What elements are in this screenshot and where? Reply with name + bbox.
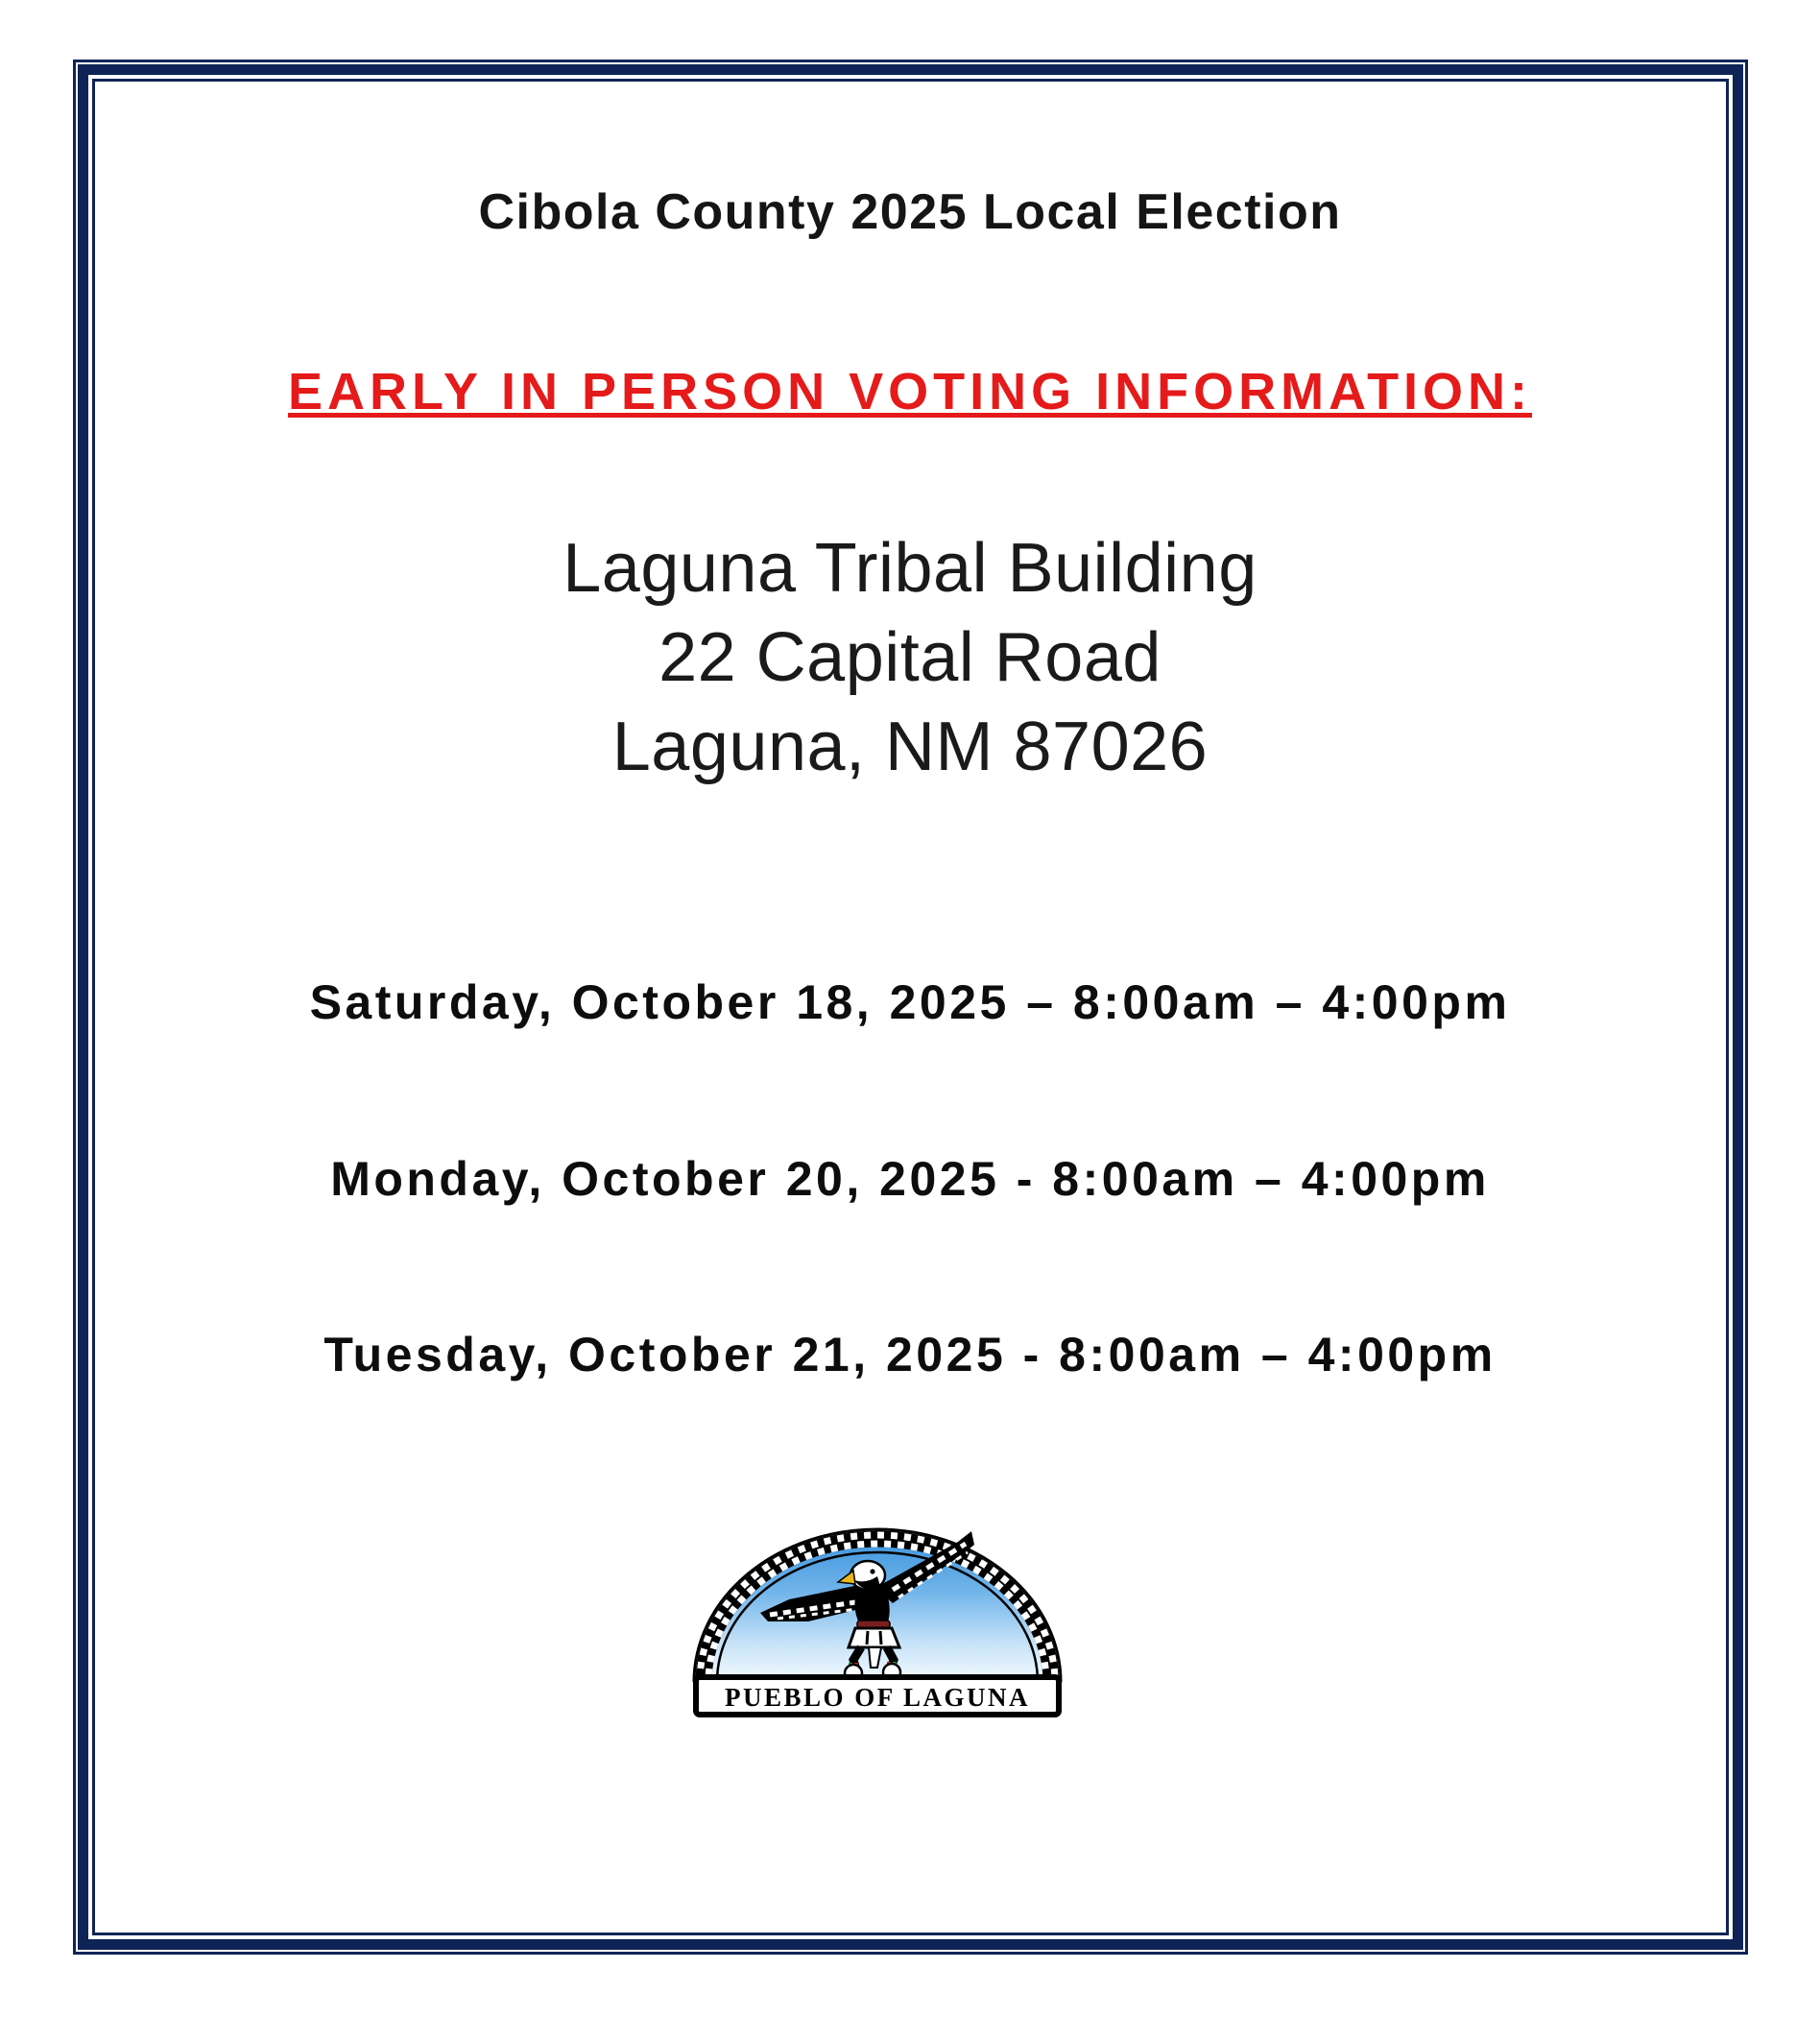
pueblo-of-laguna-logo-svg bbox=[689, 1526, 1066, 1718]
location-block bbox=[0, 524, 1820, 792]
early-voting-heading: EARLY IN PERSON VOTING INFORMATION: bbox=[287, 363, 1533, 420]
location-city-state-zip: Laguna, NM 87026 bbox=[611, 708, 1209, 785]
location-name: Laguna Tribal Building bbox=[563, 530, 1257, 607]
schedule-line-tuesday: Tuesday, October 21, 2025 - 8:00am – 4:00pm bbox=[323, 1328, 1497, 1381]
logo-banner bbox=[696, 1677, 1059, 1715]
location-street: 22 Capital Road bbox=[659, 619, 1161, 696]
logo-banner-text: PUEBLO OF LAGUNA bbox=[724, 1683, 1031, 1712]
schedule-line-monday: Monday, October 20, 2025 - 8:00am – 4:00pm bbox=[330, 1152, 1490, 1206]
page-title: Cibola County 2025 Local Election bbox=[478, 184, 1342, 240]
pueblo-of-laguna-logo bbox=[689, 1526, 1066, 1718]
schedule-line-saturday: Saturday, October 18, 2025 – 8:00am – 4:00pm bbox=[309, 975, 1511, 1029]
